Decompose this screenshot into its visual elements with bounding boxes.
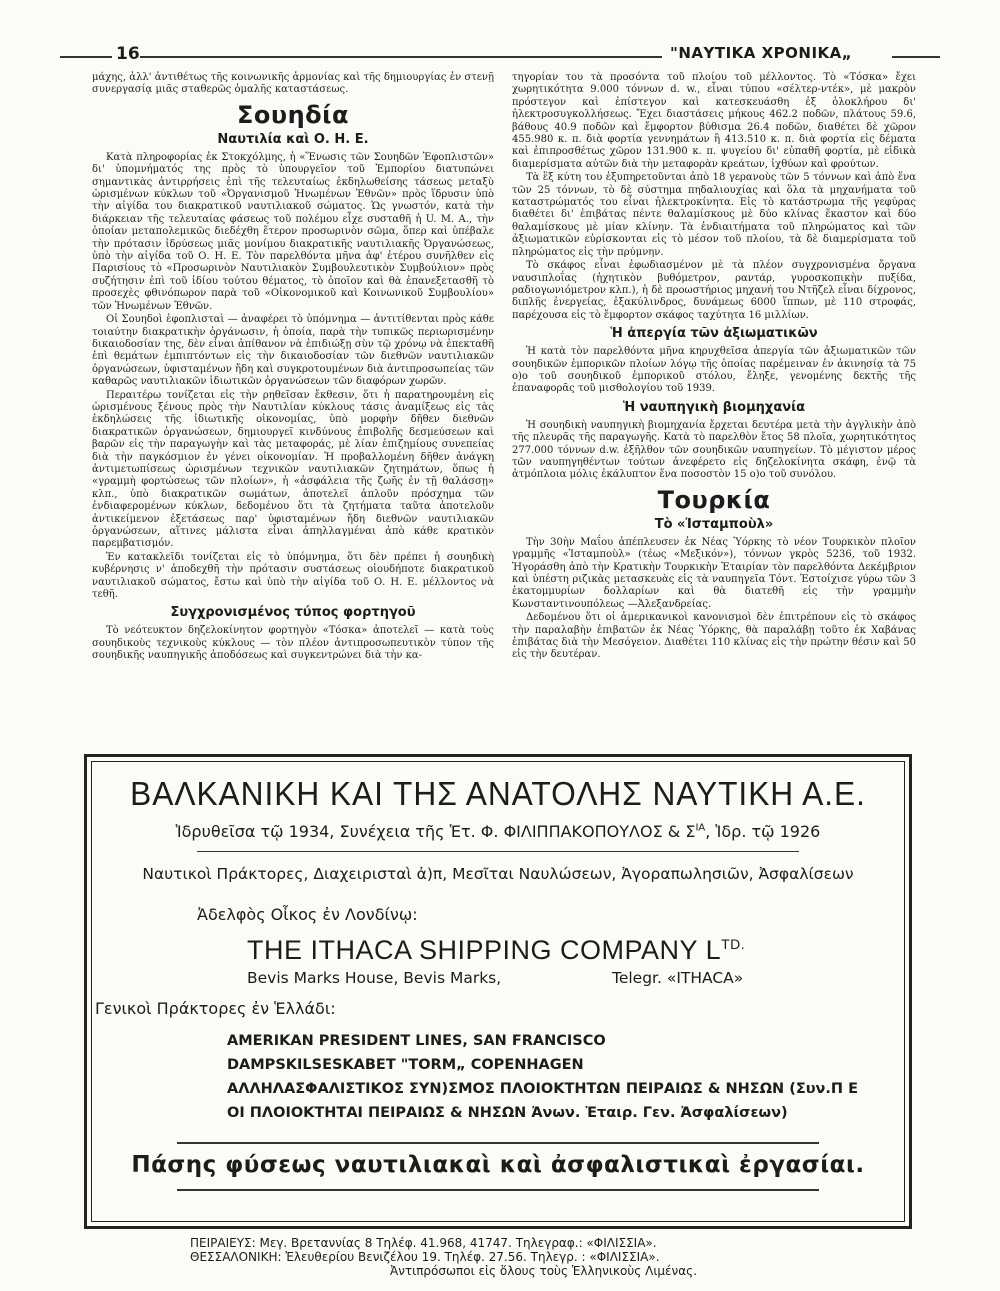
contact-piraeus: ΠΕΙΡΑΙΕΥΣ: Μεγ. Βρεταννίας 8 Τηλέφ. 41.968, 41747. Τηλεγραφ.: «ΦΙΛΙΣΣΙΑ». bbox=[190, 1236, 657, 1250]
subheading-strike: Ἡ ἀπεργία τῶν ἀξιωματικῶν bbox=[610, 326, 818, 342]
ad-ithaca-address-line bbox=[247, 969, 744, 987]
subheading-freighter: Συγχρονισμένος τύπος φορτηγοῦ bbox=[170, 605, 416, 621]
ad-divider bbox=[177, 1142, 819, 1144]
page-header bbox=[60, 44, 940, 68]
ad-divider bbox=[197, 851, 799, 852]
ad-ithaca-name bbox=[247, 935, 745, 966]
article-paragraph: Κατὰ πληροφορίας ἐκ Στοκχόλμης, ἡ «Ἕνωσις τῶν Σουηδῶν Ἐφοπλιστῶν» δι' ὑπομνήματός της πρὸς τὸ ὑπουργεῖον τοῦ Ἐμπορίου διατυπώνει σημαντικὰς ἀντιρρήσεις ἐπὶ τῆς τελευταίως ἐκδηλωθείσης τάσεως μεταξὺ ὡρισμένων κύκλων τοῦ «Ὀργανισμοῦ Ἡνωμένων Ἐθνῶν» πρὸς ἵδρυσιν ὑπὸ τὴν αἰγίδα του διακρατικοῦ ναυτιλιακοῦ σώματος. Ὡς γνωστόν, κατὰ τὴν διάρκειαν τῆς τελευταίας φάσεως τοῦ πολέμου εἶχε συσταθῆ ἡ U. M. A., τὴν ὁποίαν μεταπολεμικῶς διεδέχθη ἕτερον προσωρινὸν σῶμα, ὅπερ καὶ ὑπέβαλε τὴν πρότασιν ἱδρύσεως μιᾶς μονίμου διακρατικῆς ναυτιλιακῆς Ὀργανώσεως, ὑπὸ τὴν αἰγίδα τοῦ Ο. Η. Ε. Τὸν παρελθόντα μῆνα ἀφ' ἑτέρου συνῆλθεν εἰς Παρισίους τὸ «Προσωρινὸν Ναυτιλιακὸν Συμβουλευτικὸν Συμβούλιον» πρὸς συζήτησιν ἐπὶ τοῦ ἰδίου τούτου θέματος, τὸ ὁποῖον καὶ θὰ ἐπανεξετασθῆ τὸ προσεχὲς φθινόπωρον παρὰ τοῦ «Οἰκονομικοῦ καὶ Κοινωνικοῦ Συμβουλίου» τῶν Ἡνωμένων Ἐθνῶν. bbox=[92, 151, 494, 312]
ad-agent-item: ΟΙ ΠΛΟΙΟΚΤΗΤΑΙ ΠΕΙΡΑΙΩΣ & ΝΗΣΩΝ Ἀνων. Ἑταιρ. Γεν. Ἀσφαλίσεων) bbox=[227, 1105, 788, 1121]
ad-ithaca-text: THE ITHACA SHIPPING COMPANY L bbox=[247, 935, 722, 965]
left-column bbox=[92, 72, 494, 664]
article-paragraph: Οἱ Σουηδοὶ ἐφοπλισταὶ — ἀναφέρει τὸ ὑπόμνημα — ἀντιτίθενται πρὸς κάθε τοιαύτην διακρατικὴν ὀργάνωσιν, ἡ ὁποία, παρὰ τὴν τυπικῶς περιωρισμένην δικαιοδοσίαν της, δὲν εἶναι ἀπίθανον νὰ ἐπιδιώξῃ σὺν τῷ χρόνῳ νὰ ἐπεκταθῆ ἐπὶ θεμάτων ἐμπιπτόντων εἰς τὴν δικαιοδοσίαν τῶν διεθνῶν ναυτιλιακῶν ὀργανώσεων, ὑφισταμένων ἤδη καὶ συγκροτουμένων διὰ ἀντιπροσωπείας τῶν καθαρῶς ναυτιλιακῶν ἰδιωτικῶν ὀργανώσεων τῶν διαφόρων χωρῶν. bbox=[92, 314, 494, 388]
magazine-title: "ΝΑΥΤΙΚΑ ΧΡΟΝΙΚΑ„ bbox=[666, 44, 856, 62]
contact-thessaloniki: ΘΕΣΣΑΛΟΝΙΚΗ: Ἐλευθερίου Βενιζέλου 19. Τηλέφ. 27.56. Τηλεγρ. : «ΦΙΛΙΣΣΙΑ». bbox=[190, 1250, 660, 1264]
right-column bbox=[512, 72, 916, 663]
intro-paragraph: μάχης, ἀλλ' ἀντιθέτως τῆς κοινωνικῆς ἁρμονίας καὶ τῆς δημιουργίας ἐν στενῇ συνεργασίᾳ μιᾶς σταθερῶς ὁμαλῆς καταστάσεως. bbox=[92, 72, 494, 96]
section-title-sweden: Σουηδία bbox=[236, 100, 349, 129]
contact-representatives: Ἀντιπρόσωποι εἰς ὅλους τοὺς Ἑλληνικοὺς Λιμένας. bbox=[390, 1264, 698, 1278]
subheading-shipbuilding: Ἡ ναυπηγικὴ βιομηχανία bbox=[622, 399, 806, 415]
ad-agents-list bbox=[227, 1029, 858, 1125]
article-paragraph: τηγορίαν του τὰ προσόντα τοῦ πλοίου τοῦ μέλλοντος. Τὸ «Τόσκα» ἔχει χωρητικότητα 9.000 τόννων d. w., εἶναι τύπου «σέλτερ-ντέκ», μὲ μακρὸν πρόστεγον καὶ ἐπίστεγον καὶ κατεσκευάσθη ἐξ ὁλοκλήρου δι' ἠλεκτροσυγκολλήσεως. Ἔχει διαστάσεις μήκους 462.2 ποδῶν, πλάτους 59.6, βάθους 40.9 ποδῶν καὶ ἔμφορτον βύθισμα 26.4 ποδῶν, διαθέτει δὲ χῶρον 455.980 κ. π. διὰ φορτία γεννημάτων ἢ 413.510 κ. π. διὰ φορτία εἰς δέματα καὶ ἐπιπροσθέτως χῶρον 131.900 κ. π. ψυγείου δι' εὐπαθῆ φορτία, μὲ εἰδικὰ διαμερίσματα αὐτῶν διὰ τὴν μεταφορὰν κρεάτων, ἰχθύων καὶ φρούτων. bbox=[512, 72, 916, 170]
ad-company-name: ΒΑΛΚΑΝΙΚΗ ΚΑΙ ΤΗΣ ΑΝΑΤΟΛΗΣ ΝΑΥΤΙΚΗ Α.Ε. bbox=[130, 775, 866, 812]
article-paragraph: Τὴν 30ὴν Μαΐου ἀπέπλευσεν ἐκ Νέας Ὑόρκης τὸ νέον Τουρκικὸν πλοῖον γραμμῆς «Ἰσταμποὺλ» (τέως «Μεξικόν»), τόννων γκρὸς 5236, τοῦ 1932. Ἠγοράσθη ἀπὸ τὴν Κρατικὴν Τουρκικὴν Ἑταιρίαν τὸν παρελθόντα Δεκέμβριον καὶ ὑπέστη ριζικὰς μετασκευὰς εἰς τὰ ναυπηγεῖα Τόντ. Ἐστοίχισε γύρω τῶν 3 ἑκατομμυρίων δολλαρίων καὶ θὰ διατεθῆ εἰς τὴν γραμμὴν Κωνσταντινουπόλεως —Ἀλεξανδρείας. bbox=[512, 536, 916, 610]
ad-agent-item: DAMPSKILSESKABET "TORM„ COPENHAGEN bbox=[227, 1057, 584, 1073]
ad-divider bbox=[177, 1189, 819, 1191]
section-subtitle-turkey: Τὸ «Ἰσταμποὺλ» bbox=[654, 516, 774, 532]
ad-agent-item: AMERIKAN PRESIDENT LINES, SAN FRANCISCO bbox=[227, 1033, 606, 1049]
section-title-turkey: Τουρκία bbox=[657, 485, 771, 514]
ad-founded-year: , Ἱδρ. τῷ 1926 bbox=[705, 822, 821, 841]
ad-london-heading: Ἀδελφὸς Οἶκος ἐν Λονδίνῳ: bbox=[197, 905, 418, 924]
header-rule-left bbox=[60, 56, 112, 58]
ad-founded-line bbox=[87, 822, 909, 841]
article-paragraph: Ἐν κατακλεῖδι τονίζεται εἰς τὸ ὑπόμνημα, ὅτι δὲν πρέπει ἡ σουηδικὴ κυβέρνησις ν' ἀποδεχθῆ τὴν πρότασιν συστάσεως οἱουδήποτε διακρατικοῦ ναυτιλιακοῦ σώματος, ἔστω καὶ ὑπὸ τὴν αἰγίδα τοῦ Ο. Η. Ε. μέλλοντος νὰ τεθῆ. bbox=[92, 551, 494, 601]
section-subtitle-sweden: Ναυτιλία καὶ Ο. Η. Ε. bbox=[217, 131, 369, 147]
article-paragraph: Τὸ νεότευκτον δηζελοκίνητον φορτηγὸν «Τόσκα» ἀποτελεῖ — κατὰ τοὺς σουηδικοὺς τεχνικοὺς κύκλους — τὸν πλέον ἀντιπροσωπευτικὸν τύπον τῆς σουηδικῆς ναυπηγικῆς ἀποδόσεως καὶ συγκεντρώνει διὰ τὴν κα- bbox=[92, 625, 494, 662]
ad-motto: Πάσης φύσεως ναυτιλιακαὶ καὶ ἀσφαλιστικαὶ ἐργασίαι. bbox=[131, 1152, 865, 1178]
ad-agent-item: ΑΛΛΗΛΑΣΦΑΛΙΣΤΙΚΟΣ ΣΥΝ)ΣΜΟΣ ΠΛΟΙΟΚΤΗΤΩΝ ΠΕΙΡΑΙΩΣ & ΝΗΣΩΝ (Συν.Π Ε bbox=[227, 1081, 859, 1097]
page-number: 16 bbox=[112, 44, 144, 64]
ad-ithaca-address: Bevis Marks House, Bevis Marks, bbox=[247, 969, 502, 987]
ad-founded-text: Ἱδρυθεῖσα τῷ 1934, Συνέχεια τῆς Ἑτ. Φ. ΦΙΛΙΠΠΑΚΟΠΟΥΛΟΣ & Σ bbox=[175, 822, 696, 841]
article-paragraph: Δεδομένου ὅτι οἱ ἀμερικανικοὶ κανονισμοὶ δὲν ἐπιτρέπουν εἰς τὸ σκάφος τὴν παραλαβὴν ἐπιβατῶν ἐκ Νέας Ὑόρκης, θὰ παραλάβῃ τοῦτο ἐκ Χαβάνας ἐπιβάτας διὰ τὴν Μεσόγειον. Διαθέτει 110 κλίνας εἰς τὴν πρώτην θέσιν καὶ 50 εἰς τὴν δευτέραν. bbox=[512, 612, 916, 661]
ad-ithaca-sup: TD. bbox=[721, 936, 746, 952]
article-paragraph: Τὸ σκάφος εἶναι ἐφωδιασμένον μὲ τὰ πλέον συγχρονισμένα ὄργανα ναυσιπλοΐας (ἠχητικὸν βυθόμετρον, ραντάρ, γυροσκοπικὴν πυξίδα, ραδιογωνιόμετρον κλπ.), ἡ δὲ προωστήριος μηχανή του Ντῆζελ εἶναι δίχρονος, διπλῆς ἐνεργείας, ἑξακύλινδρος, δυνάμεως 6000 ἵππων, μὲ 110 στροφάς, παρέχουσα εἰς τὸ ἔμφορτον σκάφος ταχύτητα 16 μιλλίων. bbox=[512, 260, 916, 321]
ad-services: Ναυτικοὶ Πράκτορες, Διαχειρισταὶ ἀ)π, Μεσῖται Ναυλώσεων, Ἀγοραπωλησιῶν, Ἀσφαλίσεων bbox=[142, 865, 854, 883]
article-paragraph: Ἡ σουηδικὴ ναυπηγικὴ βιομηχανία ἔρχεται δευτέρα μετὰ τὴν ἀγγλικὴν ἀπὸ τῆς πλευρᾶς τῆς παραγωγῆς. Κατὰ τὸ παρελθὸν ἔτος 58 πλοῖα, χωρητικότητος 277.000 τόννων d.w. ἐξῆλθον τῶν σουηδικῶν ναυπηγείων. Τὸ μέγιστον μέρος τῶν ναυπηγηθέντων τούτων ἀνεφέρετο εἰς δηζελοκίνητα σκάφη, ἐνῷ τὰ ἀτμόπλοια μόλις ἐκάλυπτον ἕνα ποσοστὸν 15 ο)ο τοῦ συνόλου. bbox=[512, 419, 916, 481]
article-paragraph: Ἡ κατὰ τὸν παρελθόντα μῆνα κηρυχθεῖσα ἀπεργία τῶν ἀξιωματικῶν τῶν σουηδικῶν ἐμπορικῶν πλοίων λόγῳ τῆς ὁποίας παρέμειναν ἐν ἀκινησίᾳ τὰ 75 ο)ο τοῦ σουηδικοῦ ἐμπορικοῦ στόλου, ἔληξε, γενομένης δεκτῆς τῆς ἐπαναφορᾶς τοῦ μισθολογίου τοῦ 1939. bbox=[512, 346, 916, 395]
ad-founded-sup: ΙΑ bbox=[695, 822, 706, 834]
article-paragraph: Τὰ ἓξ κύτη του ἐξυπηρετοῦνται ἀπὸ 18 γερανοὺς τῶν 5 τόννων καὶ ἀπὸ ἕνα τῶν 25 τόννων, τὸ δὲ σύστημα πηδαλιουχίας καὶ ὅλα τὰ μηχανήματα τοῦ καταστρώματός του εἶναι ἠλεκτροκίνητα. Εἰς τὸ κατάστρωμα τῆς γεφύρας διαθέτει δι' ἐπιβάτας πέντε θαλαμίσκους μὲ δύο κλίνας ἕκαστον καὶ δύο θαλαμίσκους μὲ μίαν κλίνην. Τὰ ἐνδιαιτήματα τοῦ πληρώματος καὶ τῶν ἀξιωματικῶν εὑρίσκονται εἰς τὸ μέσον τοῦ πλοίου, τὰ δὲ διαμερίσματα τοῦ πληρώματος εἰς τὴν πρύμνην. bbox=[512, 172, 916, 258]
contacts-block bbox=[190, 1236, 697, 1278]
advertisement-box bbox=[84, 754, 912, 1229]
header-rule-right bbox=[892, 56, 940, 58]
article-paragraph: Περαιτέρω τονίζεται εἰς τὴν ρηθεῖσαν ἔκθεσιν, ὅτι ἡ παρατηρουμένη εἰς ὡρισμένους ξένους πρὸς τὴν Ναυτιλίαν κύκλους τάσις ἀναμίξεως εἰς τὰς ἐκδηλώσεις τῆς ἰδιωτικῆς οἰκονομίας, ὑπὸ μορφὴν δῆθεν διεθνῶν διακρατικῶν ὀργανώσεων, δημιουργεῖ κινδύνους ἐπιβολῆς δεσμεύσεων καὶ βαρῶν εἰς τὴν παραγωγὴν καὶ τὰς μεταφοράς, μὲ λίαν ἐπιζημίους συνεπείας διὰ τὴν παγκόσμιον ἐν γένει οἰκονομίαν. Ἡ προβαλλομένη δῆθεν ἀνάγκη ἀντιμετωπίσεως ὡρισμένων τεχνικῶν ναυτιλιακῶν ζητημάτων, ὅπως ἡ «γραμμὴ φορτώσεως τῶν πλοίων», ἡ «ἀσφάλεια τῆς ζωῆς ἐν τῇ θαλάσσῃ» κλπ., ὑπὸ διακρατικῶν σωμάτων, ἀποτελεῖ ἁπλοῦν πρόσχημα τῶν ἐνδιαφερομένων κύκλων, δεδομένου ὅτι τὰ ζητήματα ταῦτα ἀποτελοῦν ἀντικείμενον ἐξετάσεως παρ' ὑφισταμένων ἤδη διεθνῶν ναυτιλιακῶν ὀργανώσεων, αἵτινες μάλιστα εἶναι ἀπηλλαγμέναι ἀπὸ κάθε κρατικὸν παρεμβατισμόν. bbox=[92, 389, 494, 550]
header-rule-middle bbox=[140, 56, 662, 58]
ad-general-agents-heading: Γενικοὶ Πράκτορες ἐν Ἑλλάδι: bbox=[95, 999, 336, 1018]
ad-ithaca-telegr: Telegr. «ITHACA» bbox=[612, 969, 744, 987]
